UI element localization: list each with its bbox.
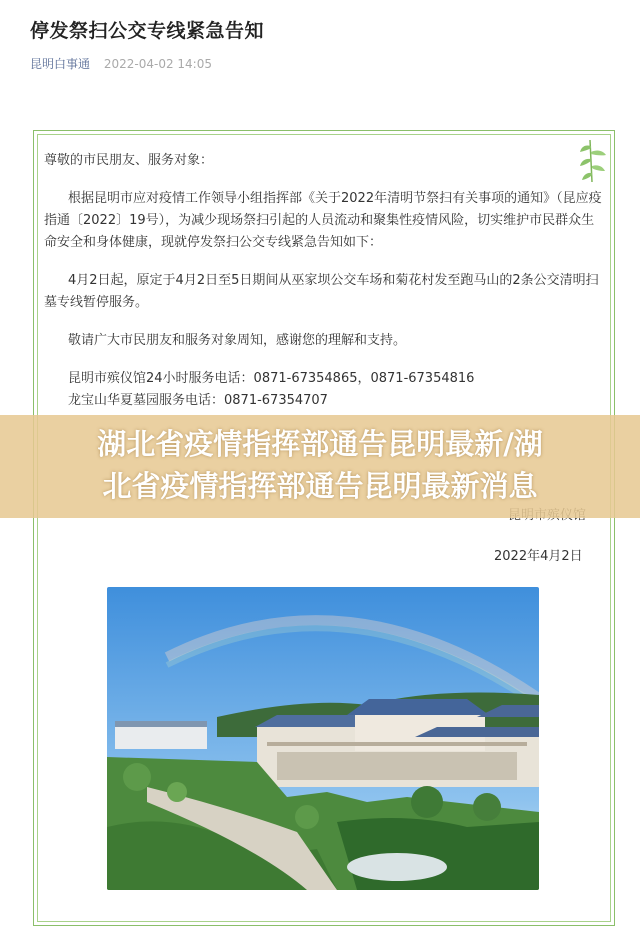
notice-contact-1: 昆明市殡仪馆24小时服务电话：0871-67354865，0871-67354816 [68, 371, 475, 386]
article-source-link[interactable]: 昆明白事通 [30, 57, 91, 71]
headline-line-1: 湖北省疫情指挥部通告昆明最新/湖 [97, 427, 543, 461]
headline-line-2: 北省疫情指挥部通告昆明最新消息 [102, 469, 538, 503]
building-photo-image [107, 587, 539, 890]
headline-banner-text [0, 423, 640, 507]
notice-sign-date: 2022年4月2日 [494, 549, 583, 564]
article-date: 2022-04-02 14:05 [103, 57, 212, 71]
article-meta [30, 55, 212, 72]
notice-paragraph-3: 敬请广大市民朋友和服务对象周知，感谢您的理解和支持。 [68, 333, 407, 348]
article-title: 停发祭扫公交专线紧急告知 [30, 20, 265, 42]
article-photo[interactable] [107, 587, 539, 890]
notice-body [44, 150, 604, 412]
notice-paragraph-1: 根据昆明市应对疫情工作领导小组指挥部《关于2022年清明节祭扫有关事项的通知》（昆应疫指通〔2022〕19号），为减少现场祭扫引起的人员流动和聚集性疫情风险，切实维护市民群众生命安全和身体健康，现就停发祭扫公交专线紧急告知如下： [44, 191, 602, 250]
notice-greeting: 尊敬的市民朋友、服务对象： [44, 153, 214, 168]
notice-paragraph-2: 4月2日起，原定于4月2日至5日期间从巫家坝公交车场和菊花村发至跑马山的2条公交清明扫墓专线暂停服务。 [44, 273, 599, 310]
notice-contact-2: 龙宝山华夏墓园服务电话：0871-67354707 [68, 393, 328, 408]
